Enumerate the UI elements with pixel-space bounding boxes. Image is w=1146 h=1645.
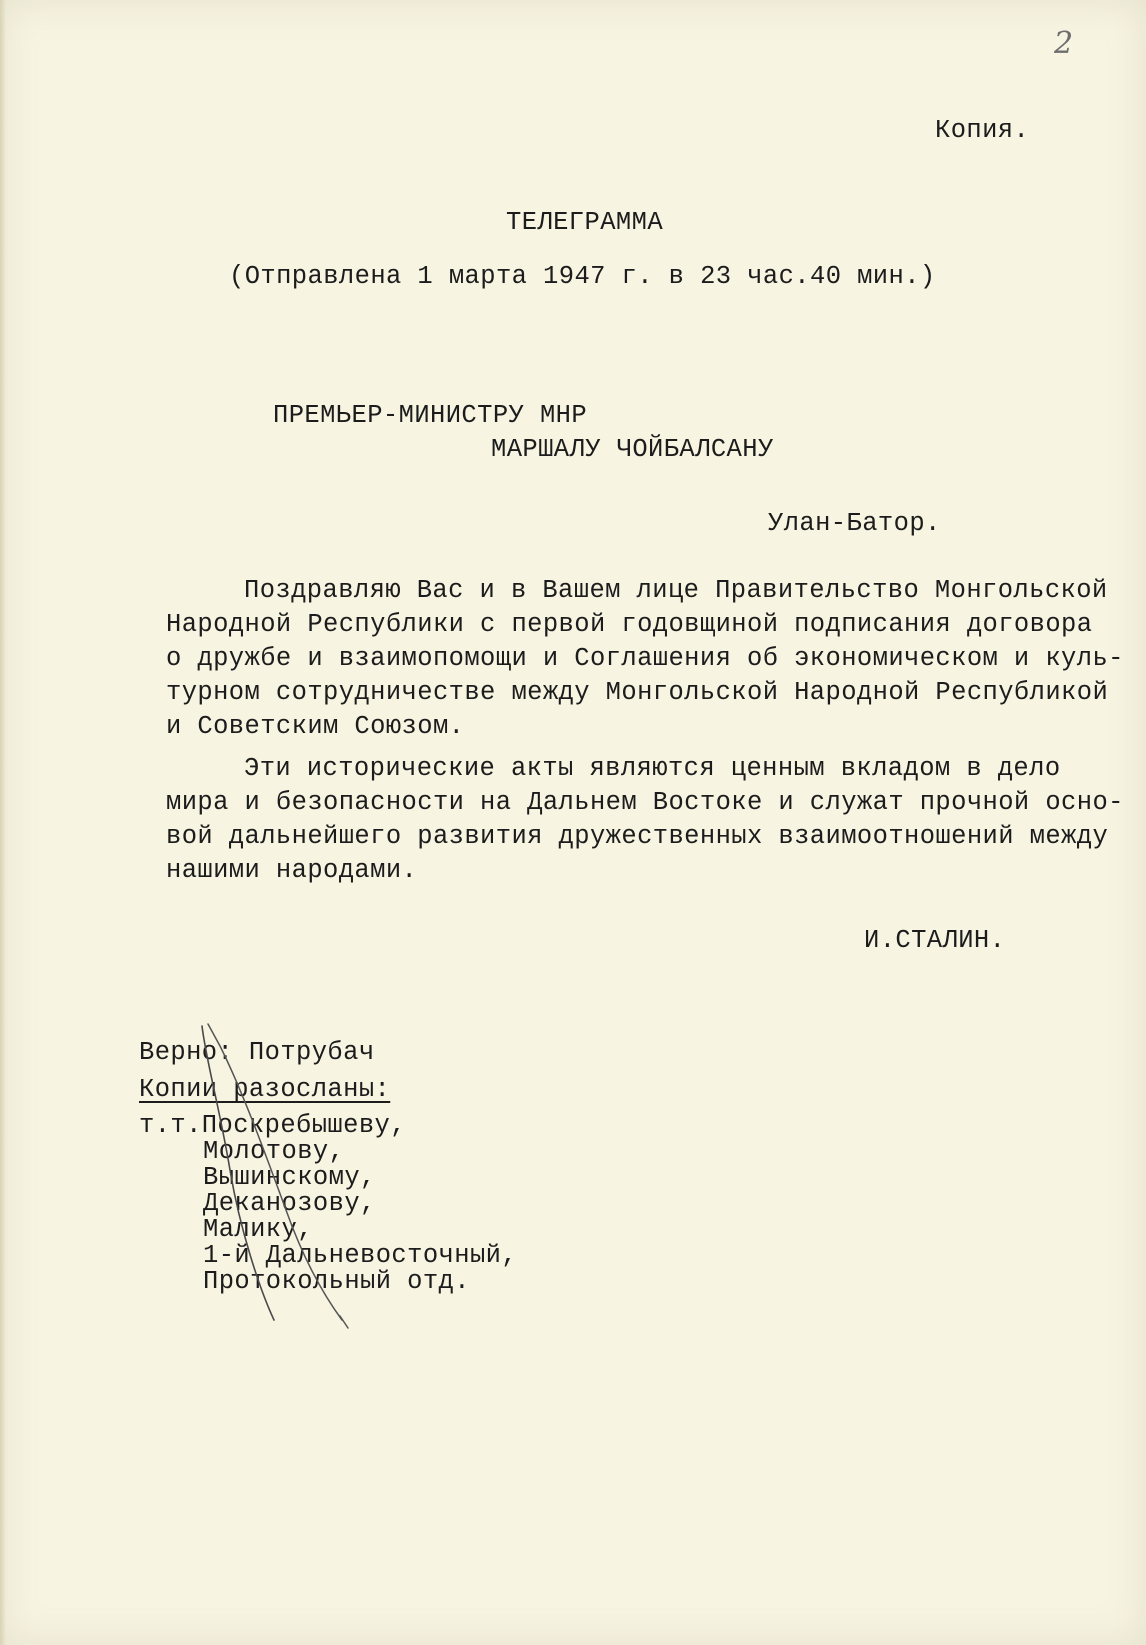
body-line: нашими народами. <box>166 856 418 885</box>
body-line: Эти исторические акты являются ценным вкладом в дело <box>244 754 1061 783</box>
recipient-item: Молотову, <box>203 1137 345 1166</box>
addressee-city: Улан-Батор. <box>768 509 941 538</box>
body-line: Народной Республики с первой годовщиной подписания договора <box>166 610 1093 639</box>
body-line: и Советским Союзом. <box>166 712 465 741</box>
copies-heading: Копии разосланы: <box>139 1075 391 1104</box>
recipient-item: Малику, <box>203 1215 313 1244</box>
body-line: Поздравляю Вас и в Вашем лице Правительство Монгольской <box>244 576 1108 605</box>
body-line: мира и безопасности на Дальнем Востоке и служат прочной осно- <box>166 788 1124 817</box>
recipient-item: Деканозову, <box>203 1189 376 1218</box>
recipient-item: т.т.Поскребышеву, <box>139 1111 406 1140</box>
recipient-item: Вышинскому, <box>203 1163 376 1192</box>
paper-edge-shadow <box>0 0 6 1645</box>
recipient-item: 1-й Дальневосточный, <box>203 1241 518 1270</box>
copy-mark: Копия. <box>935 116 1030 145</box>
signature: И.СТАЛИН. <box>864 926 1006 955</box>
body-line: о дружбе и взаимопомощи и Соглашения об экономическом и куль- <box>166 644 1124 673</box>
recipient-item: Протокольный отд. <box>203 1267 470 1296</box>
addressee-line-2: МАРШАЛУ ЧОЙБАЛСАНУ <box>491 435 774 464</box>
document-title: ТЕЛЕГРАММА <box>506 208 664 237</box>
body-line: турном сотрудничестве между Монгольской Народной Республикой <box>166 678 1109 707</box>
handwritten-page-number: 2 <box>1054 26 1074 61</box>
sent-info: (Отправлена 1 марта 1947 г. в 23 час.40 мин.) <box>229 262 936 291</box>
verification-line: Верно: Потрубач <box>139 1038 375 1067</box>
body-line: вой дальнейшего развития дружественных взаимоотношений между <box>166 822 1109 851</box>
addressee-line-1: ПРЕМЬЕР-МИНИСТРУ МНР <box>273 401 588 430</box>
